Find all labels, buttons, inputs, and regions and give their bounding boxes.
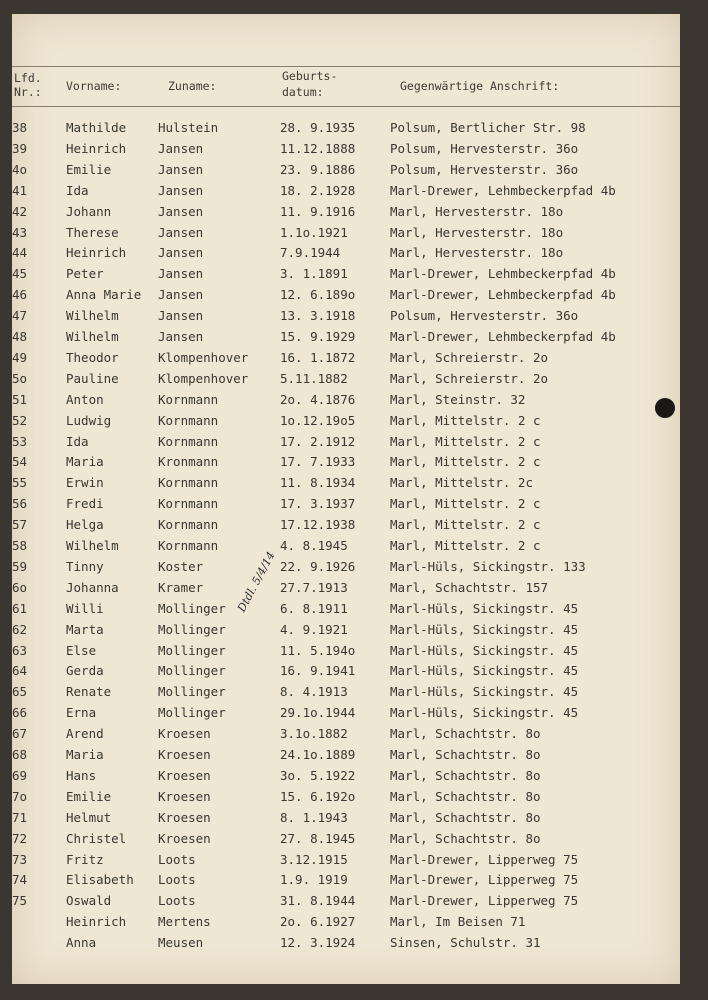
- row-zuname: Kornmann: [158, 391, 219, 407]
- row-nr: 47: [12, 308, 28, 324]
- row-vorname: Erwin: [66, 475, 104, 491]
- row-nr: 71: [12, 809, 28, 825]
- row-vorname: Mathilde: [66, 120, 127, 135]
- table-row: [12, 538, 680, 559]
- row-zuname: Mertens: [158, 914, 211, 930]
- row-vorname: Peter: [66, 266, 104, 282]
- row-geburtsdatum: 24.1o.1889: [280, 747, 356, 762]
- row-vorname: Ludwig: [66, 412, 112, 428]
- row-geburtsdatum: 31. 8.1944: [280, 893, 356, 909]
- row-zuname: Kornmann: [158, 538, 219, 553]
- row-zuname: Mollinger: [158, 684, 226, 700]
- row-anschrift: Marl-Hüls, Sickingstr. 45: [390, 705, 579, 721]
- row-geburtsdatum: 1.9. 1919: [280, 872, 348, 888]
- row-geburtsdatum: 12. 6.189o: [280, 287, 356, 303]
- row-nr: 43: [12, 224, 28, 240]
- row-geburtsdatum: 3o. 5.1922: [280, 767, 356, 783]
- row-nr: 42: [12, 203, 28, 219]
- row-anschrift: Marl, Mittelstr. 2 c: [390, 454, 541, 470]
- row-vorname: Anton: [66, 391, 104, 407]
- row-anschrift: Marl-Drewer, Lehmbeckerpfad 4b: [390, 329, 616, 344]
- row-vorname: Gerda: [66, 663, 104, 679]
- row-anschrift: Marl, Hervesterstr. 18o: [390, 224, 564, 240]
- row-anschrift: Marl, Mittelstr. 2c: [390, 475, 533, 491]
- row-zuname: Kroesen: [158, 830, 211, 846]
- table-row: [12, 768, 680, 789]
- row-nr: 69: [12, 767, 28, 783]
- row-vorname: Emilie: [66, 788, 112, 804]
- row-anschrift: Polsum, Hervesterstr. 36o: [390, 161, 579, 177]
- row-geburtsdatum: 22. 9.1926: [280, 558, 356, 574]
- row-geburtsdatum: 1o.12.19o5: [280, 412, 356, 428]
- row-nr: 4o: [12, 161, 28, 177]
- row-zuname: Mollinger: [158, 600, 226, 616]
- row-nr: 61: [12, 600, 28, 616]
- row-zuname: Jansen: [158, 140, 204, 156]
- row-zuname: Loots: [158, 893, 196, 909]
- row-geburtsdatum: 11.12.1888: [280, 140, 356, 156]
- row-geburtsdatum: 3.1o.1882: [280, 726, 348, 742]
- row-vorname: Helga: [66, 517, 104, 533]
- row-anschrift: Marl-Drewer, Lipperweg 75: [390, 872, 579, 888]
- table-row: [12, 914, 680, 935]
- row-vorname: Anna Marie: [66, 287, 142, 303]
- row-vorname: Heinrich: [66, 914, 127, 930]
- row-nr: 44: [12, 245, 28, 261]
- row-zuname: Mollinger: [158, 621, 226, 637]
- row-zuname: Kramer: [158, 579, 204, 595]
- row-anschrift: Polsum, Hervesterstr. 36o: [390, 140, 579, 156]
- row-geburtsdatum: 17. 3.1937: [280, 496, 356, 512]
- row-zuname: Klompenhover: [158, 370, 249, 386]
- row-nr: 49: [12, 349, 28, 365]
- row-geburtsdatum: 16. 9.1941: [280, 663, 356, 679]
- row-anschrift: Marl, Mittelstr. 2 c: [390, 433, 541, 449]
- table-row: [12, 747, 680, 768]
- row-vorname: Wilhelm: [66, 329, 119, 344]
- row-anschrift: Marl, Schachtstr. 8o: [390, 809, 541, 825]
- header-geburts: Geburts-: [282, 69, 338, 83]
- row-geburtsdatum: 17. 2.1912: [280, 433, 356, 449]
- row-anschrift: Marl, Mittelstr. 2 c: [390, 412, 541, 428]
- row-geburtsdatum: 15. 9.1929: [280, 329, 356, 344]
- row-zuname: Kornmann: [158, 412, 219, 428]
- row-vorname: Tinny: [66, 558, 104, 574]
- row-nr: 53: [12, 433, 28, 449]
- row-zuname: Kroesen: [158, 809, 211, 825]
- table-row: [12, 789, 680, 810]
- row-zuname: Klompenhover: [158, 349, 249, 365]
- row-vorname: Arend: [66, 726, 104, 742]
- row-geburtsdatum: 27.7.1913: [280, 579, 348, 595]
- row-anschrift: Marl, Schachtstr. 8o: [390, 726, 541, 742]
- table-row: [12, 434, 680, 455]
- row-geburtsdatum: 17. 7.1933: [280, 454, 356, 470]
- header-zuname: Zuname:: [168, 79, 217, 93]
- table-row: [12, 183, 680, 204]
- row-nr: 48: [12, 329, 28, 344]
- table-row: [12, 350, 680, 371]
- row-nr: 74: [12, 872, 28, 888]
- row-vorname: Heinrich: [66, 140, 127, 156]
- row-nr: 39: [12, 140, 28, 156]
- row-nr: 65: [12, 684, 28, 700]
- table-row: [12, 245, 680, 266]
- row-zuname: Meusen: [158, 935, 204, 951]
- table-row: [12, 266, 680, 287]
- row-vorname: Maria: [66, 747, 104, 762]
- row-nr: 41: [12, 182, 28, 198]
- row-geburtsdatum: 5.11.1882: [280, 370, 348, 386]
- table-row: [12, 329, 680, 350]
- row-anschrift: Marl-Drewer, Lehmbeckerpfad 4b: [390, 266, 616, 282]
- row-vorname: Erna: [66, 705, 97, 721]
- row-vorname: Heinrich: [66, 245, 127, 261]
- row-nr: 5o: [12, 370, 28, 386]
- row-nr: 52: [12, 412, 28, 428]
- row-nr: 73: [12, 851, 28, 867]
- row-vorname: Pauline: [66, 370, 119, 386]
- table-row: [12, 120, 680, 141]
- row-zuname: Kroesen: [158, 726, 211, 742]
- row-zuname: Loots: [158, 872, 196, 888]
- row-anschrift: Marl-Hüls, Sickingstr. 133: [390, 558, 586, 574]
- table-row: [12, 287, 680, 308]
- row-nr: 62: [12, 621, 28, 637]
- row-zuname: Jansen: [158, 245, 204, 261]
- row-anschrift: Polsum, Bertlicher Str. 98: [390, 120, 586, 135]
- row-nr: 54: [12, 454, 28, 470]
- row-anschrift: Polsum, Hervesterstr. 36o: [390, 308, 579, 324]
- table-row: [12, 643, 680, 664]
- table-row: [12, 684, 680, 705]
- row-nr: 72: [12, 830, 28, 846]
- row-nr: 68: [12, 747, 28, 762]
- table-row: [12, 162, 680, 183]
- row-vorname: Emilie: [66, 161, 112, 177]
- row-zuname: Jansen: [158, 161, 204, 177]
- row-nr: 58: [12, 538, 28, 553]
- row-vorname: Oswald: [66, 893, 112, 909]
- row-anschrift: Marl-Drewer, Lipperweg 75: [390, 851, 579, 867]
- row-anschrift: Marl, Hervesterstr. 18o: [390, 203, 564, 219]
- row-vorname: Helmut: [66, 809, 112, 825]
- row-zuname: Jansen: [158, 266, 204, 282]
- row-zuname: Koster: [158, 558, 204, 574]
- row-nr: 7o: [12, 788, 28, 804]
- row-vorname: Therese: [66, 224, 119, 240]
- row-vorname: Renate: [66, 684, 112, 700]
- row-anschrift: Marl, Schachtstr. 8o: [390, 830, 541, 846]
- row-geburtsdatum: 28. 9.1935: [280, 120, 356, 135]
- row-geburtsdatum: 15. 6.192o: [280, 788, 356, 804]
- row-anschrift: Marl, Steinstr. 32: [390, 391, 526, 407]
- row-geburtsdatum: 17.12.1938: [280, 517, 356, 533]
- row-vorname: Wilhelm: [66, 538, 119, 553]
- header-nr: Nr.:: [14, 85, 42, 99]
- table-row: [12, 935, 680, 956]
- header-rule-bottom: [12, 106, 680, 107]
- row-geburtsdatum: 11. 8.1934: [280, 475, 356, 491]
- row-geburtsdatum: 11. 9.1916: [280, 203, 356, 219]
- row-anschrift: Marl-Drewer, Lehmbeckerpfad 4b: [390, 182, 616, 198]
- row-vorname: Elisabeth: [66, 872, 134, 888]
- row-geburtsdatum: 8. 1.1943: [280, 809, 348, 825]
- row-vorname: Maria: [66, 454, 104, 470]
- row-geburtsdatum: 27. 8.1945: [280, 830, 356, 846]
- row-anschrift: Marl, Mittelstr. 2 c: [390, 538, 541, 553]
- row-geburtsdatum: 7.9.1944: [280, 245, 341, 261]
- row-zuname: Jansen: [158, 308, 204, 324]
- header-datum: datum:: [282, 85, 324, 99]
- row-nr: 56: [12, 496, 28, 512]
- row-geburtsdatum: 3.12.1915: [280, 851, 348, 867]
- row-anschrift: Marl, Schachtstr. 8o: [390, 788, 541, 804]
- row-geburtsdatum: 2o. 4.1876: [280, 391, 356, 407]
- punch-hole: [655, 398, 675, 418]
- row-anschrift: Marl, Schachtstr. 157: [390, 579, 549, 595]
- row-geburtsdatum: 4. 8.1945: [280, 538, 348, 553]
- table-row: [12, 475, 680, 496]
- row-anschrift: Marl, Schreierstr. 2o: [390, 349, 549, 365]
- row-nr: 6o: [12, 579, 28, 595]
- row-zuname: Kornmann: [158, 517, 219, 533]
- row-anschrift: Marl-Drewer, Lehmbeckerpfad 4b: [390, 287, 616, 303]
- row-anschrift: Marl-Drewer, Lipperweg 75: [390, 893, 579, 909]
- row-anschrift: Marl, Schreierstr. 2o: [390, 370, 549, 386]
- row-zuname: Jansen: [158, 224, 204, 240]
- row-zuname: Kornmann: [158, 475, 219, 491]
- row-zuname: Jansen: [158, 203, 204, 219]
- table-row: [12, 580, 680, 601]
- row-zuname: Kroesen: [158, 767, 211, 783]
- row-geburtsdatum: 12. 3.1924: [280, 935, 356, 951]
- row-geburtsdatum: 11. 5.194o: [280, 642, 356, 658]
- table-row: [12, 872, 680, 893]
- row-nr: 55: [12, 475, 28, 491]
- row-zuname: Loots: [158, 851, 196, 867]
- row-vorname: Johann: [66, 203, 112, 219]
- row-vorname: Else: [66, 642, 97, 658]
- table-row: [12, 225, 680, 246]
- row-zuname: Jansen: [158, 182, 204, 198]
- table-row: [12, 141, 680, 162]
- row-vorname: Ida: [66, 182, 89, 198]
- row-vorname: Fredi: [66, 496, 104, 512]
- header-rule-top: [12, 66, 680, 67]
- table-row: [12, 204, 680, 225]
- row-anschrift: Marl-Hüls, Sickingstr. 45: [390, 642, 579, 658]
- row-zuname: Hulstein: [158, 120, 219, 135]
- document-page: [12, 14, 680, 984]
- row-zuname: Jansen: [158, 287, 204, 303]
- table-row: [12, 413, 680, 434]
- row-anschrift: Marl-Hüls, Sickingstr. 45: [390, 663, 579, 679]
- header-vorname: Vorname:: [66, 79, 122, 93]
- table-row: [12, 559, 680, 580]
- table-row: [12, 601, 680, 622]
- header-lfd: Lfd.: [14, 71, 42, 85]
- row-geburtsdatum: 2o. 6.1927: [280, 914, 356, 930]
- row-geburtsdatum: 1.1o.1921: [280, 224, 348, 240]
- row-vorname: Johanna: [66, 579, 119, 595]
- row-nr: 66: [12, 705, 28, 721]
- row-nr: 67: [12, 726, 28, 742]
- table-row: [12, 852, 680, 873]
- row-nr: 75: [12, 893, 28, 909]
- row-nr: 45: [12, 266, 28, 282]
- table-row: [12, 893, 680, 914]
- header-anschrift: Gegenwärtige Anschrift:: [400, 79, 560, 93]
- row-nr: 63: [12, 642, 28, 658]
- handwritten-annotation: Dtdl. 5/4/14: [235, 549, 278, 615]
- table-row: [12, 496, 680, 517]
- row-vorname: Wilhelm: [66, 308, 119, 324]
- table-row: [12, 831, 680, 852]
- row-geburtsdatum: 23. 9.1886: [280, 161, 356, 177]
- row-geburtsdatum: 13. 3.1918: [280, 308, 356, 324]
- table-row: [12, 308, 680, 329]
- row-vorname: Ida: [66, 433, 89, 449]
- row-geburtsdatum: 8. 4.1913: [280, 684, 348, 700]
- row-geburtsdatum: 3. 1.1891: [280, 266, 348, 282]
- row-vorname: Willi: [66, 600, 104, 616]
- row-vorname: Anna: [66, 935, 97, 951]
- row-anschrift: Marl, Hervesterstr. 18o: [390, 245, 564, 261]
- row-anschrift: Marl-Hüls, Sickingstr. 45: [390, 684, 579, 700]
- row-geburtsdatum: 6. 8.1911: [280, 600, 348, 616]
- row-geburtsdatum: 18. 2.1928: [280, 182, 356, 198]
- table-row: [12, 454, 680, 475]
- row-zuname: Kroesen: [158, 788, 211, 804]
- row-vorname: Marta: [66, 621, 104, 637]
- table-row: [12, 663, 680, 684]
- row-zuname: Mollinger: [158, 642, 226, 658]
- row-anschrift: Sinsen, Schulstr. 31: [390, 935, 541, 951]
- table-row: [12, 517, 680, 538]
- row-vorname: Christel: [66, 830, 127, 846]
- row-zuname: Mollinger: [158, 705, 226, 721]
- table-row: [12, 705, 680, 726]
- row-zuname: Mollinger: [158, 663, 226, 679]
- row-vorname: Fritz: [66, 851, 104, 867]
- table-row: [12, 392, 680, 413]
- row-geburtsdatum: 16. 1.1872: [280, 349, 356, 365]
- table-row: [12, 810, 680, 831]
- row-nr: 57: [12, 517, 28, 533]
- row-anschrift: Marl-Hüls, Sickingstr. 45: [390, 621, 579, 637]
- row-zuname: Jansen: [158, 329, 204, 344]
- row-zuname: Kroesen: [158, 747, 211, 762]
- row-zuname: Kornmann: [158, 496, 219, 512]
- row-vorname: Hans: [66, 767, 97, 783]
- row-nr: 51: [12, 391, 28, 407]
- table-row: [12, 726, 680, 747]
- row-anschrift: Marl, Im Beisen 71: [390, 914, 526, 930]
- row-nr: 59: [12, 558, 28, 574]
- row-nr: 64: [12, 663, 28, 679]
- table-row: [12, 622, 680, 643]
- table-row: [12, 371, 680, 392]
- row-nr: 38: [12, 120, 28, 135]
- row-nr: 46: [12, 287, 28, 303]
- row-zuname: Kornmann: [158, 433, 219, 449]
- row-anschrift: Marl, Schachtstr. 8o: [390, 767, 541, 783]
- row-anschrift: Marl, Schachtstr. 8o: [390, 747, 541, 762]
- row-anschrift: Marl, Mittelstr. 2 c: [390, 517, 541, 533]
- row-anschrift: Marl-Hüls, Sickingstr. 45: [390, 600, 579, 616]
- row-geburtsdatum: 29.1o.1944: [280, 705, 356, 721]
- row-anschrift: Marl, Mittelstr. 2 c: [390, 496, 541, 512]
- row-geburtsdatum: 4. 9.1921: [280, 621, 348, 637]
- row-vorname: Theodor: [66, 349, 119, 365]
- row-zuname: Kronmann: [158, 454, 219, 470]
